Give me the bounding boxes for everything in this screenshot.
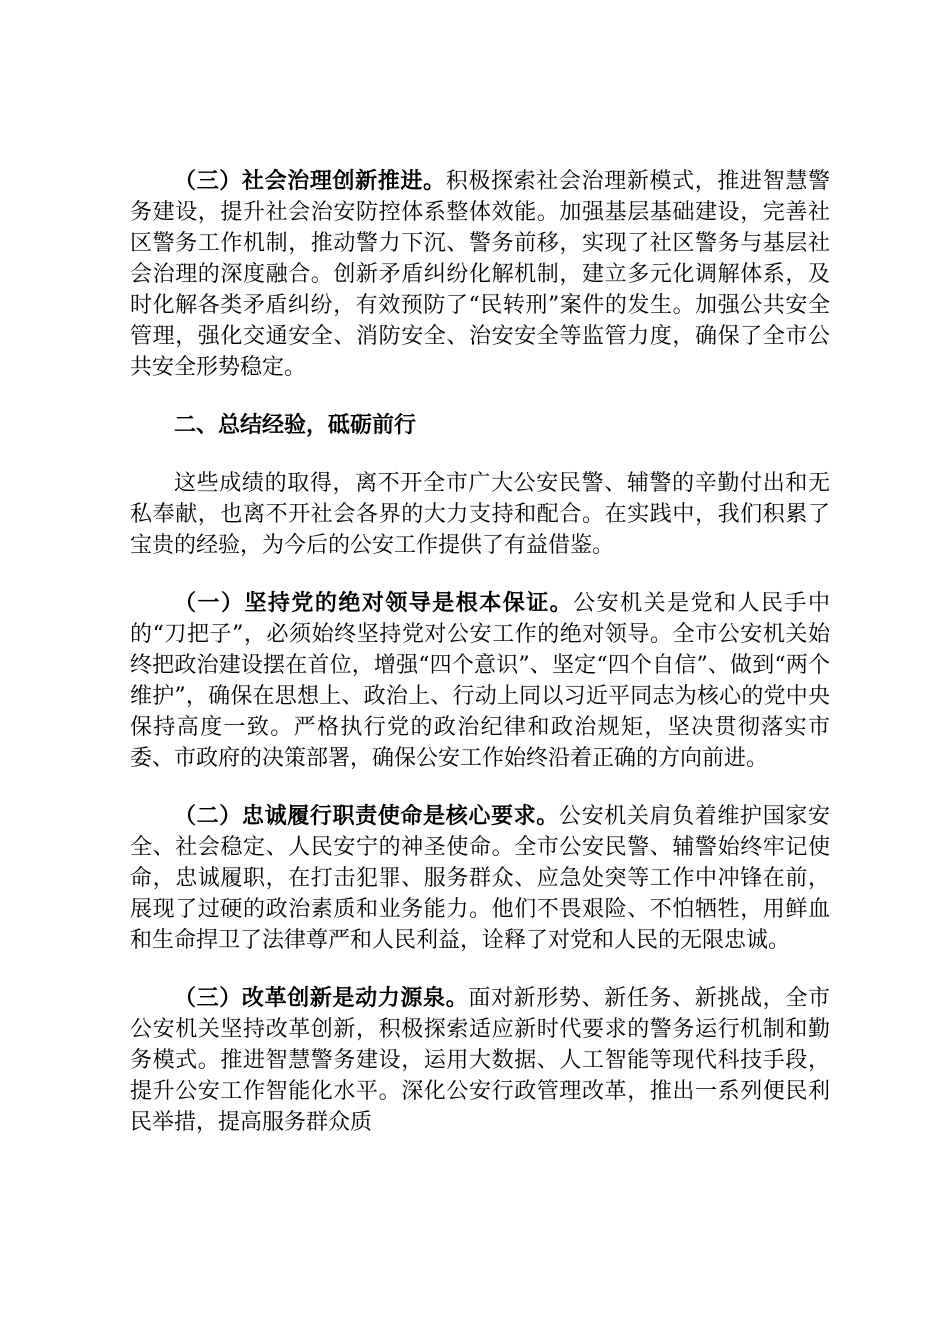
section-heading: 二、总结经验，砥砺前行 [174,413,417,438]
paragraph-body: 这些成绩的取得，离不开全市广大公安民警、辅警的辛勤付出和无私奉献，也离不开社会各界的大力支持和配合。在实践中，我们积累了宝贵的经验，为今后的公安工作提供了有益借鉴。 [130,471,830,558]
paragraph-lead: （三）社会治理创新推进。 [174,169,446,194]
paragraph-lead: （一）坚持党的绝对领导是根本保证。 [174,591,574,616]
paragraph-body: 面对新形势、新任务、新挑战，全市公安机关坚持改革创新，积极探索适应新时代要求的警务运行机制和勤务模式。推进智慧警务建设，运用大数据、人工智能等现代科技手段，提升公安工作智能化水平。深化公安行政管理改革，推出一系列便民利民举措，提高服务群众质 [130,986,830,1135]
paragraph-party-leadership [130,588,830,774]
paragraph-reform-innovation [130,983,830,1138]
paragraph-body: 公安机关肩负着维护国家安全、社会稳定、人民安宁的神圣使命。全市公安民警、辅警始终牢记使命，忠诚履职，在打击犯罪、服务群众、应急处突等工作中冲锋在前，展现了过硬的政治素质和业务能力。他们不畏艰险、不怕牺牲，用鲜血和生命捍卫了法律尊严和人民利益，诠释了对党和人民的无限忠诚。 [130,804,830,953]
paragraph-lead: （二）忠诚履行职责使命是核心要求。 [174,804,559,829]
paragraph-body: 公安机关是党和人民手中的“刀把子”，必须始终坚持党对公安工作的绝对领导。全市公安机关始终把政治建设摆在首位，增强“四个意识”、坚定“四个自信”、做到“两个维护”，确保在思想上、政治上、行动上同以习近平同志为核心的党中央保持高度一致。严格执行党的政治纪律和政治规矩，坚决贯彻落实市委、市政府的决策部署，确保公安工作始终沿着正确的方向前进。 [130,591,830,771]
paragraph-lead: （三）改革创新是动力源泉。 [174,986,469,1011]
paragraph-intro [130,468,830,561]
paragraph-loyal-duty [130,801,830,956]
paragraph-body: 积极探索社会治理新模式，推进智慧警务建设，提升社会治安防控体系整体效能。加强基层基础建设，完善社区警务工作机制，推动警力下沉、警务前移，实现了社区警务与基层社会治理的深度融合。创新矛盾纠纷化解机制，建立多元化调解体系，及时化解各类矛盾纠纷，有效预防了“民转刑”案件的发生。加强公共安全管理，强化交通安全、消防安全、治安安全等监管力度，确保了全市公共安全形势稳定。 [130,169,830,380]
paragraph-social-governance [130,166,830,383]
document-page [130,166,830,1138]
